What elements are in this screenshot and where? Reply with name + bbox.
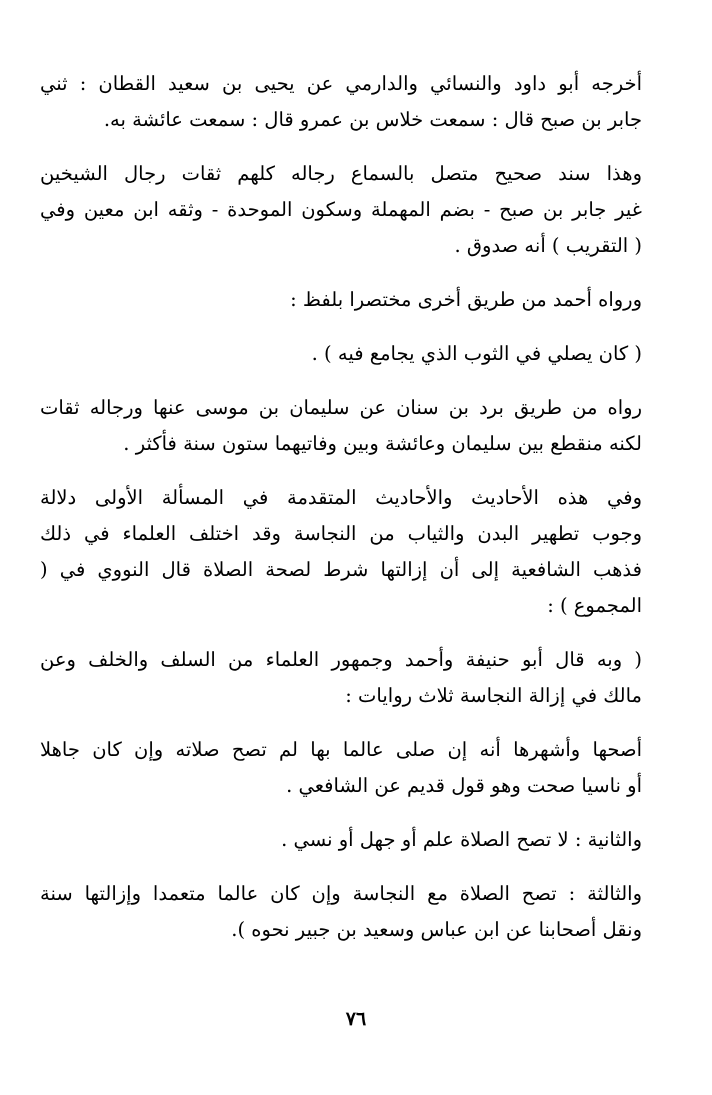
text-line: ( وبه قال أبو حنيفة وأحمد وجمهور العلماء من السلف والخلف وعن [40, 648, 642, 671]
text-line: غير جابر بن صبح - بضم المهملة وسكون الموحدة - وثقه ابن معين وفي [40, 198, 642, 221]
paragraph-third-narration [40, 876, 642, 948]
page-body [40, 66, 642, 966]
text-line: مالك في إزالة النجاسة ثلاث روايات : [345, 684, 642, 707]
text-line: والثالثة : تصح الصلاة مع النجاسة وإن كان عالما متعمدا وإزالتها سنة [40, 882, 642, 905]
text-line: فذهب الشافعية إلى أن إزالتها شرط لصحة الصلاة قال النووي في ( [40, 558, 642, 581]
text-line: رواه من طريق برد بن سنان عن سليمان بن موسى عنها ورجاله ثقات [40, 396, 642, 419]
text-line: لكنه منقطع بين سليمان وعائشة وبين وفاتيهما ستون سنة فأكثر . [123, 432, 642, 455]
paragraph-narration-chain [40, 390, 642, 462]
paragraph-hadith-source [40, 66, 642, 138]
paragraph-scholars-opinion [40, 642, 642, 714]
text-line: أخرجه أبو داود والنسائي والدارمي عن يحيى بن سعيد القطان : ثني [40, 72, 642, 95]
text-line: وجوب تطهير البدن والثياب من النجاسة وقد اختلف العلماء في ذلك [40, 522, 642, 545]
text-line: وهذا سند صحيح متصل بالسماع رجاله كلهم ثقات رجال الشيخين [40, 162, 642, 185]
paragraph-second-narration [40, 822, 642, 858]
text-line: ( كان يصلي في الثوب الذي يجامع فيه ) . [311, 342, 642, 365]
text-line: المجموع ) : [547, 594, 642, 617]
text-line: ( التقريب ) أنه صدوق . [454, 234, 642, 257]
text-line: أو ناسيا صحت وهو قول قديم عن الشافعي . [286, 774, 642, 797]
text-line: أصحها وأشهرها أنه إن صلى عالما بها لم تصح صلاته وإن كان جاهلا [40, 738, 642, 761]
paragraph-quote [40, 336, 642, 372]
text-line: ورواه أحمد من طريق أخرى مختصرا بلفظ : [290, 288, 642, 311]
paragraph-chain-assessment [40, 156, 642, 264]
text-line: جابر بن صبح قال : سمعت خلاس بن عمرو قال : سمعت عائشة به. [103, 108, 642, 131]
page-number: ٧٦ [345, 1008, 367, 1030]
text-line: وفي هذه الأحاديث والأحاديث المتقدمة في المسألة الأولى دلالة [40, 486, 642, 509]
paragraph-first-narration [40, 732, 642, 804]
paragraph-ahmad-narration [40, 282, 642, 318]
text-line: ونقل أصحابنا عن ابن عباس وسعيد بن جبير نحوه ). [231, 918, 642, 941]
paragraph-ruling [40, 480, 642, 624]
text-line: والثانية : لا تصح الصلاة علم أو جهل أو نسي . [281, 828, 642, 851]
